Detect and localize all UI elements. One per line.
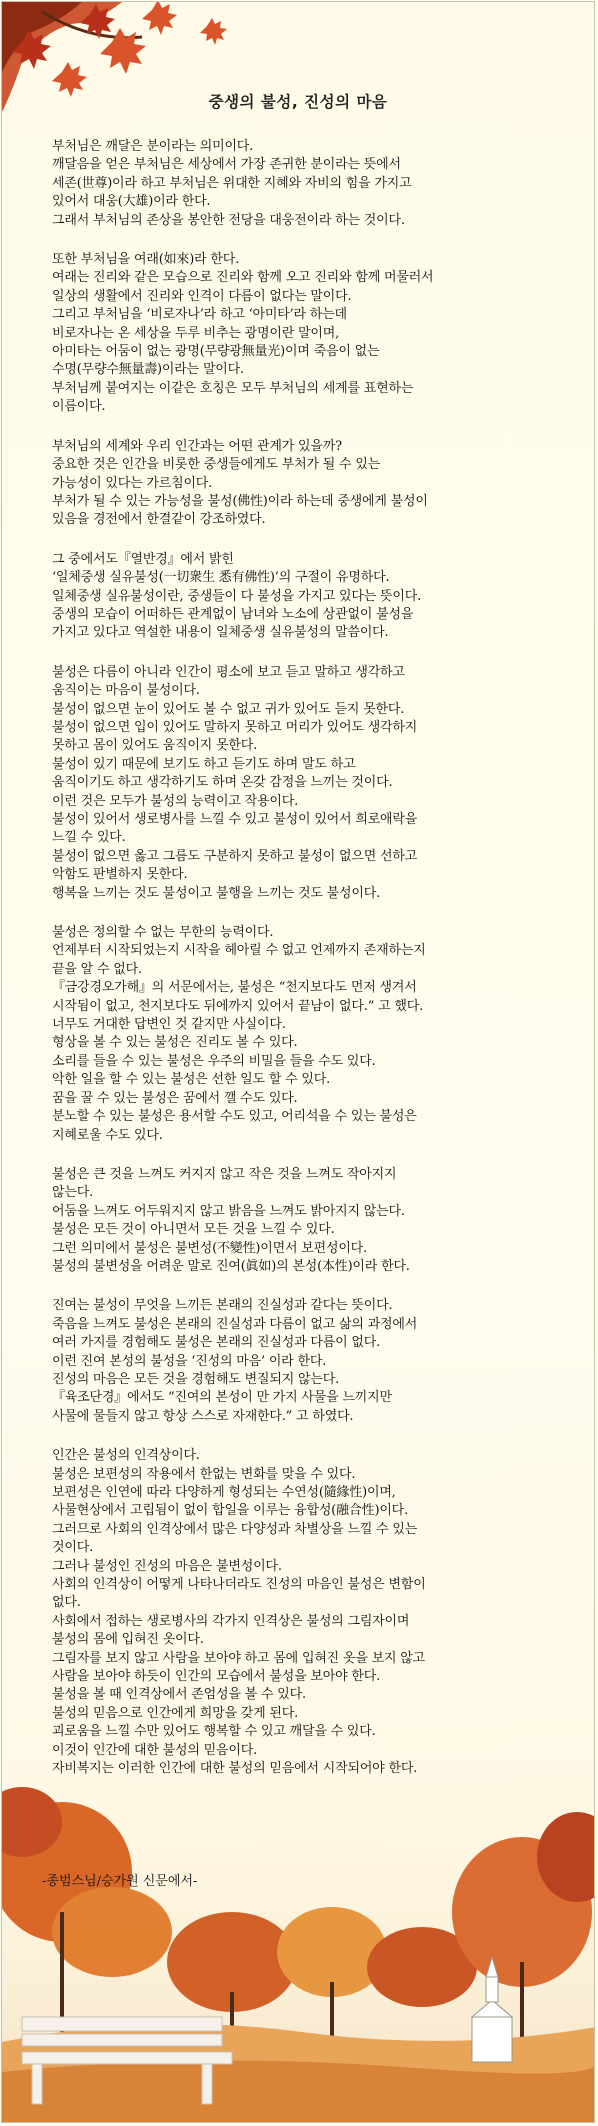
text-line: 것이다. (52, 1540, 94, 1556)
text-line: 행복을 느끼는 것도 불성이고 불행을 느끼는 것도 불성이다. (52, 885, 381, 901)
text-line: 움직이기도 하고 생각하기도 하며 온갖 감정을 느끼는 것이다. (52, 775, 393, 791)
text-line: 그래서 부처님의 존상을 봉안한 전당을 대웅전이라 하는 것이다. (52, 212, 405, 228)
text-line: 움직이는 마음이 불성이다. (52, 683, 200, 699)
text-line: 진여는 불성이 무엇을 느끼든 본래의 진실성과 같다는 뜻이다. (52, 1298, 393, 1314)
text-line: 불성이 있어서 생로병사를 느낄 수 있고 불성이 있어서 희로애락을 (52, 812, 418, 827)
text-line: 일상의 생활에서 진리와 인격이 다름이 없다는 말이다. (52, 288, 352, 304)
text-line: 이름이다. (52, 399, 106, 415)
text-line: 불성은 보편성의 작용에서 한없는 변화를 맞을 수 있다. (52, 1466, 356, 1482)
text-line: 끝을 알 수 없다. (52, 961, 142, 977)
page-title: 중생의 불성, 진성의 마음 (208, 93, 388, 111)
paragraph (52, 551, 560, 643)
text-line: 느낄 수 있다. (52, 830, 126, 846)
text-line: 지혜로울 수도 있다. (52, 1127, 163, 1143)
text-line: 사회에서 접하는 생로병사의 각가지 인격상은 불성의 그림자이며 (52, 1613, 410, 1629)
text-line: 괴로움을 느낄 수만 있어도 행복할 수 있고 깨달을 수 있다. (52, 1724, 376, 1740)
text-line: 가지고 있다고 역설한 내용이 일체중생 실유불성의 말씀이다. (52, 625, 389, 641)
text-line: 죽음을 느껴도 불성은 본래의 진실성과 다름이 없고 삶의 과정에서 (52, 1316, 418, 1332)
text-line: 그리고 부처님을 ‘비로자나’라 하고 ‘아미타’라 하는데 (52, 307, 347, 323)
text-line: 불성이 없으면 입이 있어도 말하지 못하고 머리가 있어도 생각하지 (52, 719, 418, 735)
text-line: 가능성이 있다는 가르침이다. (52, 475, 213, 491)
text-line: 그러므로 사회의 인격상에서 많은 다양성과 차별상을 느낄 수 있는 (52, 1521, 418, 1537)
text-line: 부처님께 붙여지는 이같은 호칭은 모두 부처님의 세계를 표현하는 (52, 380, 414, 396)
text-line: 불성은 큰 것을 느껴도 커지지 않고 작은 것을 느껴도 작아지지 (52, 1166, 397, 1182)
text-line: 불성은 정의할 수 없는 무한의 능력이다. (52, 925, 274, 941)
text-line: 그런 의미에서 불성은 불변성(不變性)이면서 보편성이다. (52, 1240, 367, 1256)
text-line: 불성은 다름이 아니라 인간이 평소에 보고 듣고 말하고 생각하고 (52, 664, 405, 680)
text-line: 꿈을 꿀 수 있는 불성은 꿈에서 깰 수도 있다. (52, 1090, 298, 1106)
text-line: 깨달음을 얻은 부처님은 세상에서 가장 존귀한 분이라는 뜻에서 (52, 157, 401, 173)
text-line: 불성을 볼 때 인격상에서 존엄성을 볼 수 있다. (52, 1687, 306, 1703)
text-line: 『육조단경』에서도 “진여의 본성이 만 가지 사물을 느끼지만 (52, 1390, 392, 1406)
text-line: 언제부터 시작되었는지 시작을 헤아릴 수 없고 언제까지 존재하는지 (52, 943, 426, 959)
text-line: 그림자를 보지 않고 사람을 보아야 하고 몸에 입혀진 옷을 보지 않고 (52, 1650, 425, 1666)
text-line: 또한 부처님을 여래(如來)라 한다. (52, 252, 240, 268)
text-line: 불성은 모든 것이 아니면서 모든 것을 느낄 수 있다. (52, 1222, 335, 1238)
text-line: 않는다. (52, 1185, 94, 1201)
text-line: 이런 진여 본성의 불성을 ‘진성의 마음’ 이라 한다. (52, 1353, 327, 1369)
text-line: 있어서 대웅(大雄)이라 한다. (52, 194, 211, 210)
text-line: 불성이 없으면 옳고 그름도 구분하지 못하고 불성이 없으면 선하고 (52, 848, 418, 864)
text-line: 불성의 불변성을 어려운 말로 진여(眞如)의 본성(本性)이라 한다. (52, 1258, 410, 1274)
text-line: 아미타는 어둠이 없는 광명(무량광無量光)이며 죽음이 없는 (52, 344, 380, 360)
text-line: 일체중생 실유불성이란, 중생들이 다 불성을 가지고 있다는 뜻이다. (52, 588, 422, 604)
text-line: 부처님의 세계와 우리 인간과는 어떤 관계가 있을까? (52, 438, 342, 454)
text-line: 못하고 몸이 있어도 움직이지 못한다. (52, 738, 258, 754)
text-line: 이것이 인간에 대한 불성의 믿음이다. (52, 1742, 258, 1758)
text-line: 보편성은 인연에 따라 다양하게 형성되는 수연성(隨緣性)이며, (52, 1485, 396, 1500)
text-line: 사람을 보아야 하듯이 인간의 모습에서 불성을 보아야 한다. (52, 1669, 381, 1685)
text-line: 소리를 들을 수 있는 불성은 우주의 비밀을 들을 수도 있다. (52, 1053, 376, 1069)
text-line: 시작됨이 없고, 천지보다도 뒤에까지 있어서 끝남이 없다.” 고 했다. (52, 998, 424, 1014)
text-line: 그러나 불성인 진성의 마음은 불변성이다. (52, 1558, 282, 1574)
text-line: 너무도 거대한 답변인 것 같지만 사실이다. (52, 1017, 286, 1033)
source-signature: -종범스님/승가원 신문에서- (42, 1874, 198, 1889)
text-line: 중요한 것은 인간을 비롯한 중생들에게도 부처가 될 수 있는 (52, 457, 381, 473)
text-line: 비로자나는 온 세상을 두루 비추는 광명이란 말이며, (52, 325, 340, 341)
paragraph (52, 1166, 560, 1276)
text-line: 여래는 진리와 같은 모습으로 진리와 함께 오고 진리와 함께 머물러서 (52, 270, 434, 286)
text-line: 불성이 있기 때문에 보기도 하고 듣기도 하며 말도 하고 (52, 756, 356, 772)
paragraph (52, 924, 560, 1145)
text-line: 이런 것은 모두가 불성의 능력이고 작용이다. (52, 793, 299, 809)
text-line: 세존(世尊)이라 하고 부처님은 위대한 지혜와 자비의 힘을 가지고 (52, 175, 412, 191)
text-line: 여러 가지를 경험해도 불성은 본래의 진실성과 다름이 없다. (52, 1335, 381, 1351)
text-line: 불성의 믿음으로 인간에게 희망을 갖게 된다. (52, 1705, 299, 1721)
article-body (52, 138, 560, 1800)
text-line: 중생의 모습이 어떠하든 관계없이 남녀와 노소에 상관없이 불성을 (52, 606, 414, 622)
text-line: 사물에 물들지 않고 항상 스스로 자재한다.” 고 하였다. (52, 1408, 354, 1424)
paragraph (52, 664, 560, 903)
paragraph (52, 138, 560, 230)
paragraph (52, 1297, 560, 1426)
paragraph (52, 1447, 560, 1778)
text-line: 진성의 마음은 모든 것을 경험해도 변질되지 않는다. (52, 1371, 340, 1387)
text-line: 없다. (52, 1595, 81, 1611)
text-line: 불성이 없으면 눈이 있어도 볼 수 없고 귀가 있어도 듣지 못한다. (52, 701, 405, 717)
text-line: 인간은 불성의 인격상이다. (52, 1448, 200, 1464)
text-line: ‘일체중생 실유불성(一切衆生 悉有佛性)’의 구절이 유명하다. (52, 570, 390, 586)
paragraph (52, 438, 560, 530)
page (1, 1, 595, 2123)
text-line: 악함도 판별하지 못한다. (52, 867, 188, 883)
text-line: 수명(무량수無量壽)이라는 말이다. (52, 362, 244, 378)
maple-leaves-decoration (2, 2, 262, 132)
text-line: 『금강경오가해』의 서문에서는, 불성은 “천지보다도 먼저 생겨서 (52, 980, 417, 996)
text-line: 사회의 인격상이 어떻게 나타나더라도 진성의 마음인 불성은 변함이 (52, 1577, 426, 1593)
text-line: 부처가 될 수 있는 가능성을 불성(佛性)이라 하는데 중생에게 불성이 (52, 493, 428, 509)
autumn-park-illustration (2, 1762, 595, 2122)
text-line: 그 중에서도『열반경』에서 밝힌 (52, 551, 234, 567)
text-line: 부처님은 깨달은 분이라는 의미이다. (52, 139, 254, 154)
text-line: 사물현상에서 고립됨이 없이 합일을 이루는 융합성(融合性)이다. (52, 1503, 408, 1519)
text-line: 악한 일을 할 수 있는 불성은 선한 일도 할 수 있다. (52, 1072, 331, 1088)
text-line: 형상을 볼 수 있는 불성은 진리도 볼 수 있다. (52, 1035, 298, 1051)
text-line: 분노할 수 있는 불성은 용서할 수도 있고, 어리석을 수 있는 불성은 (52, 1109, 417, 1125)
paragraph (52, 251, 560, 417)
text-line: 있음을 경전에서 한결같이 강조하였다. (52, 512, 266, 528)
text-line: 불성의 몸에 입혀진 옷이다. (52, 1632, 204, 1648)
text-line: 어둠을 느껴도 어두워지지 않고 밝음을 느껴도 밝아지지 않는다. (52, 1203, 405, 1219)
